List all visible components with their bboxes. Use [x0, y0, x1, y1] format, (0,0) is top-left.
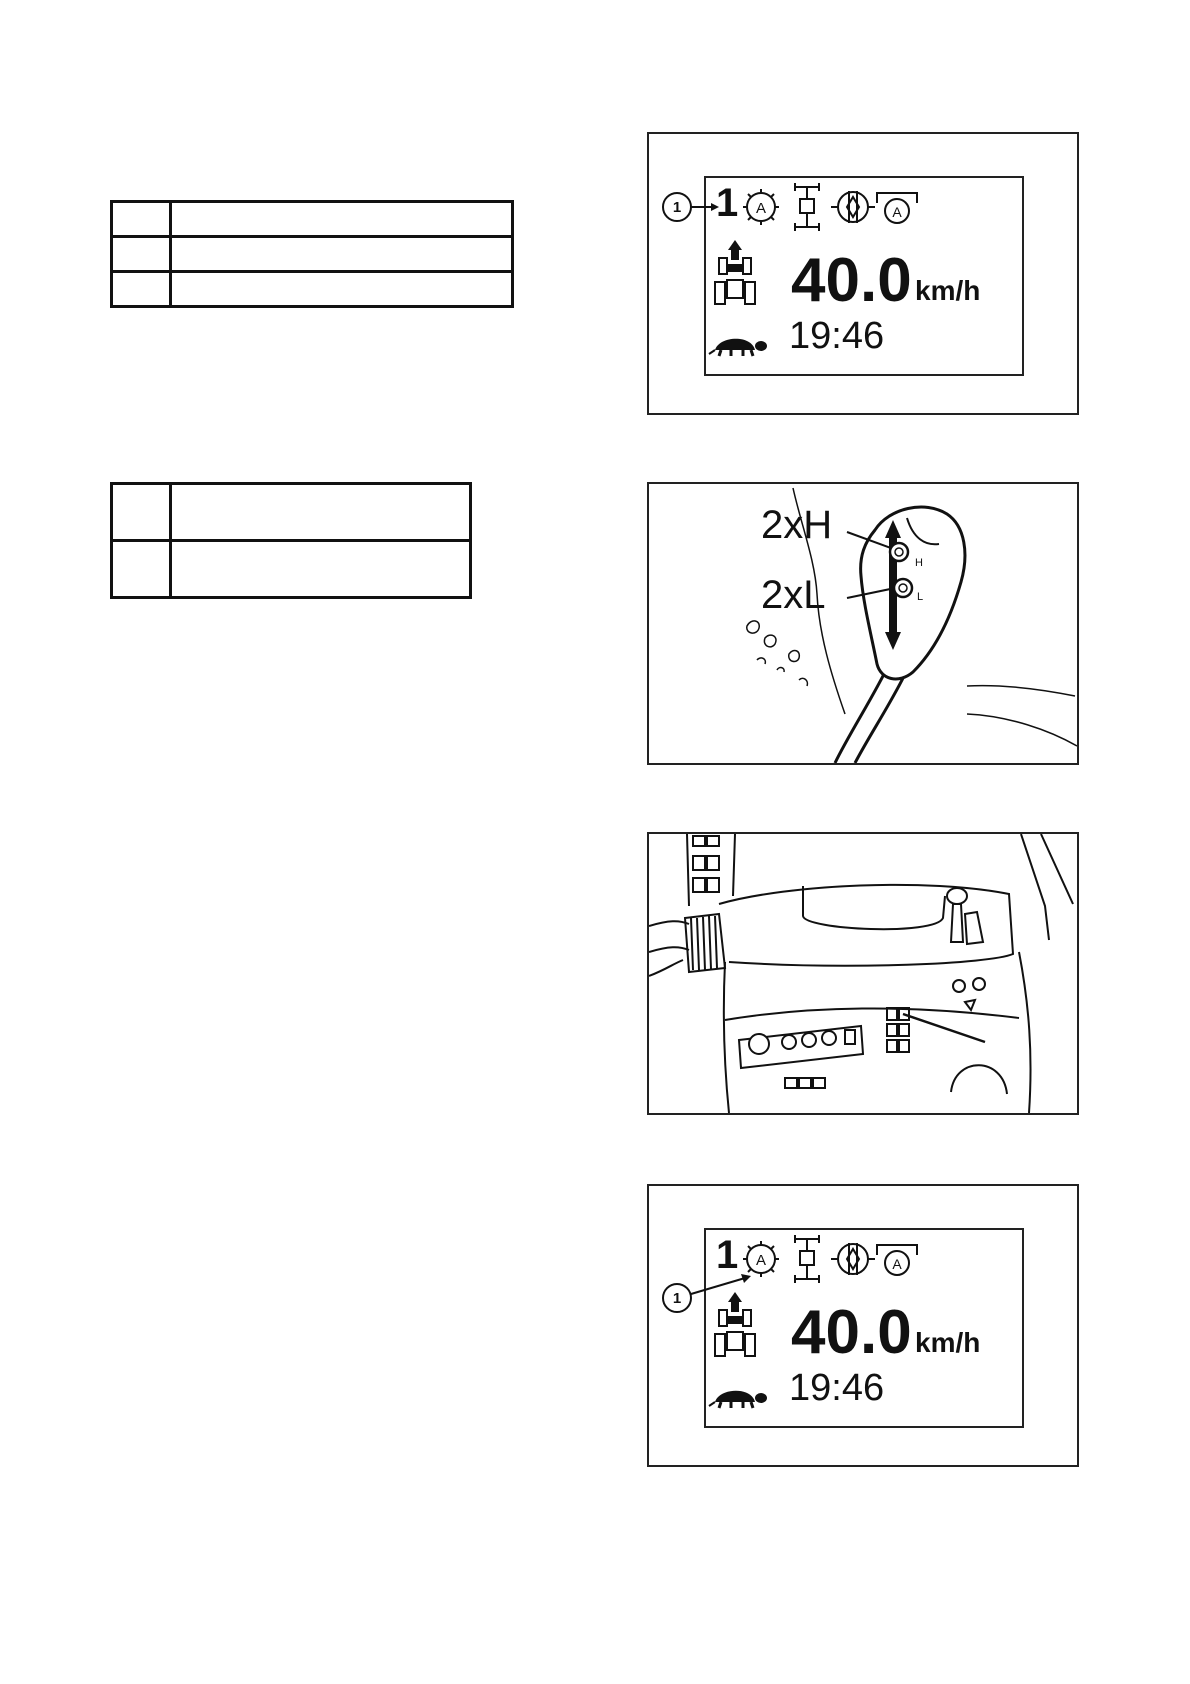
seat-edge	[967, 714, 1077, 746]
table-cell	[171, 237, 513, 272]
table-cell	[171, 484, 471, 541]
callout-number: 1	[672, 199, 682, 216]
tortoise-icon	[709, 339, 767, 356]
svg-text:A: A	[755, 1252, 767, 1269]
table-cell	[112, 541, 171, 598]
display-illustration	[649, 134, 1077, 413]
label-2xh: 2xH	[761, 503, 833, 547]
gravel-texture	[747, 621, 808, 686]
table-row	[112, 541, 471, 598]
empty-table-2	[110, 482, 472, 599]
table-row	[112, 272, 513, 307]
tractor-icon	[715, 1292, 755, 1356]
shift-lever-illustration	[649, 484, 1077, 763]
table-row	[112, 237, 513, 272]
low-button-label: L	[917, 591, 924, 603]
display-housing	[803, 886, 945, 929]
pto-auto-icon	[877, 193, 917, 223]
table-cell	[171, 272, 513, 307]
callout-line	[691, 1278, 745, 1294]
table-cell	[171, 541, 471, 598]
console-body	[724, 952, 1031, 1113]
switch-row-lower	[785, 1078, 825, 1088]
gear-auto-icon	[743, 189, 779, 225]
table-row	[112, 202, 513, 237]
cab-console-figure	[647, 832, 1079, 1115]
cable-loom	[649, 914, 725, 976]
table-cell	[171, 202, 513, 237]
gear-number: 1	[716, 181, 739, 225]
gear-auto-icon	[743, 1241, 779, 1277]
clock-time: 19:46	[789, 315, 885, 357]
speed-value: 40.0	[791, 246, 912, 315]
pillar-switch-block	[693, 836, 719, 892]
tortoise-icon	[709, 1391, 767, 1408]
console-ledge	[725, 1008, 1019, 1020]
label-2xl: 2xL	[761, 573, 826, 617]
diff-lock-icon	[831, 191, 875, 223]
speed-unit: km/h	[915, 1327, 981, 1358]
table-row	[112, 484, 471, 541]
table-cell	[112, 484, 171, 541]
svg-text:A: A	[755, 200, 767, 217]
armrest-edge	[951, 1065, 1007, 1094]
display-figure-2	[647, 1184, 1079, 1467]
empty-table-1	[110, 200, 514, 308]
table-cell	[112, 272, 171, 307]
cab-console-illustration	[649, 834, 1077, 1113]
high-button-label: H	[915, 557, 923, 569]
control-knobs	[953, 978, 985, 1010]
callout-arrow-icon	[741, 1274, 751, 1283]
display-figure-1	[647, 132, 1079, 415]
table-cell	[112, 237, 171, 272]
shift-lever-figure	[647, 482, 1079, 765]
table-cell	[112, 202, 171, 237]
right-pillar	[1021, 834, 1073, 940]
svg-text:A: A	[892, 204, 902, 220]
diff-lock-icon	[831, 1243, 875, 1275]
clock-time: 19:46	[789, 1367, 885, 1409]
axle-icon	[795, 1235, 819, 1283]
pto-auto-icon	[877, 1245, 917, 1275]
speed-unit: km/h	[915, 275, 981, 306]
seat-edge	[967, 686, 1075, 696]
pointer-line	[903, 1014, 985, 1042]
callout-number: 1	[672, 1290, 682, 1307]
speed-value: 40.0	[791, 1298, 912, 1367]
gear-number: 1	[716, 1233, 739, 1277]
display-illustration	[649, 1186, 1077, 1465]
axle-icon	[795, 183, 819, 231]
joystick-lever	[947, 888, 983, 944]
tractor-icon	[715, 240, 755, 304]
svg-text:A: A	[892, 1256, 902, 1272]
switch-panel	[739, 1026, 863, 1068]
